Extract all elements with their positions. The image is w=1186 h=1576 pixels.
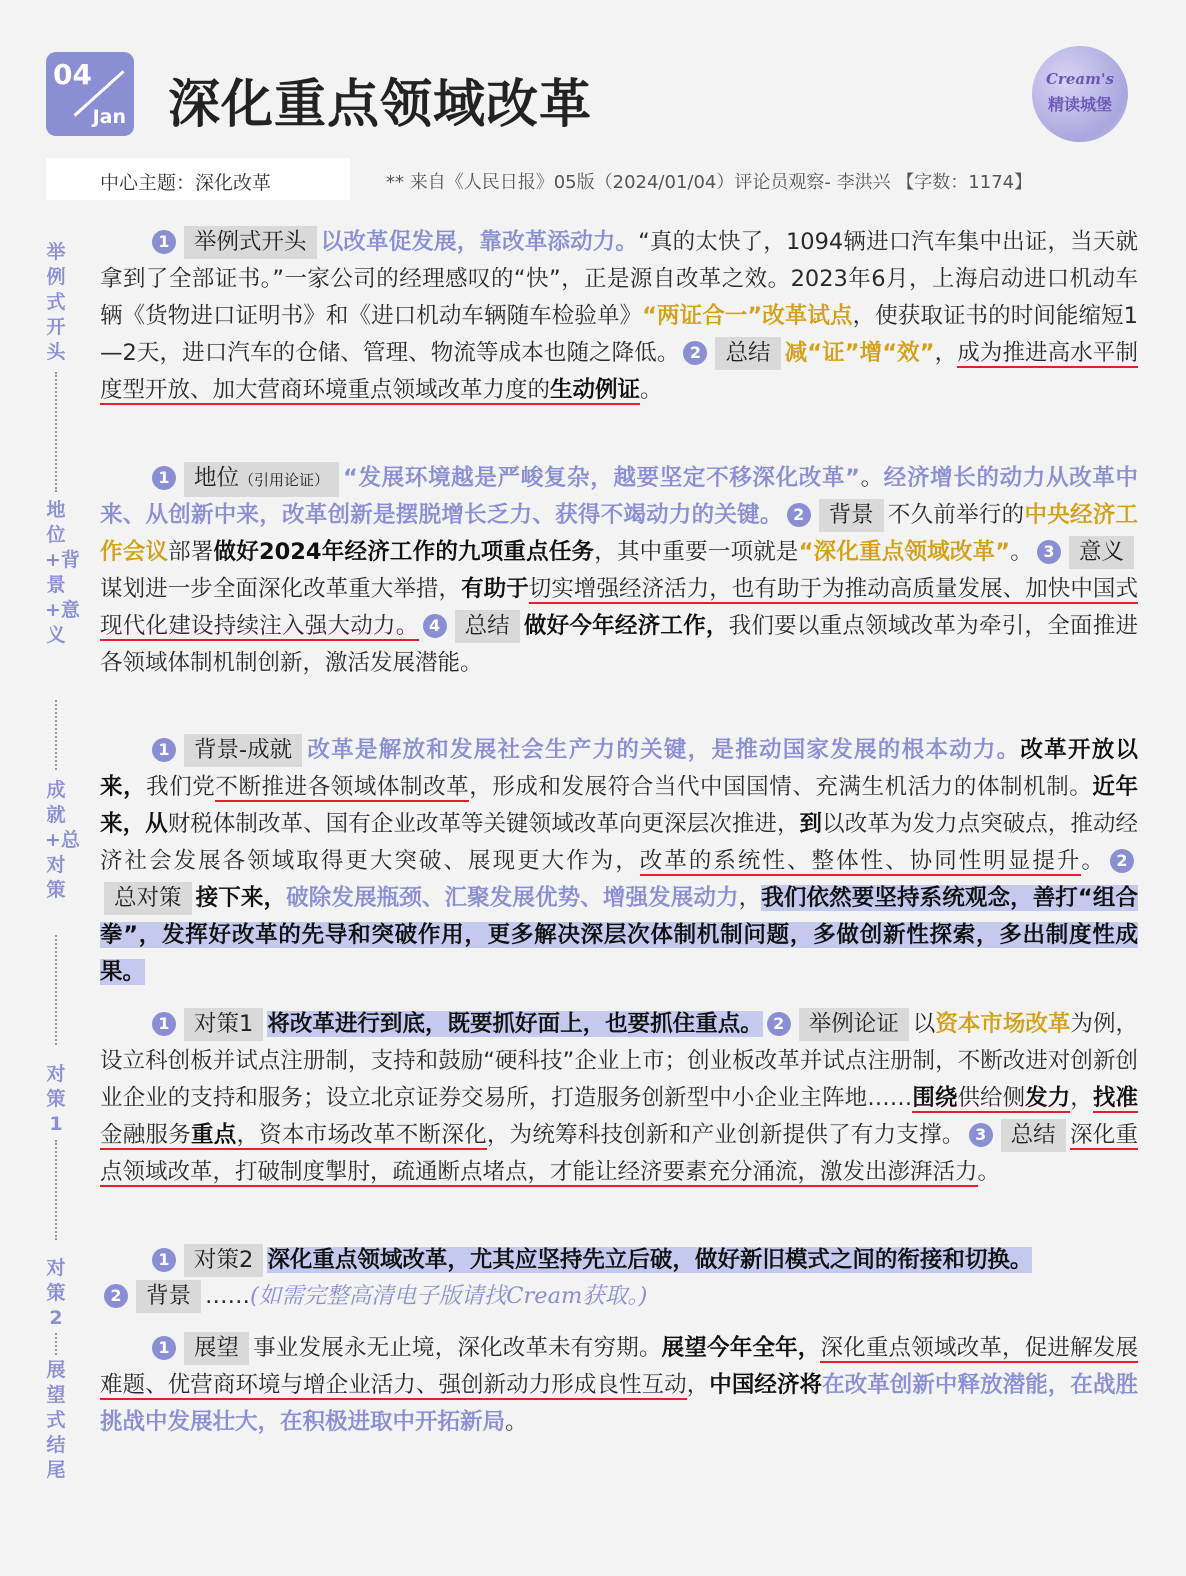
bold-text: 到	[799, 811, 823, 837]
side-label-policy1	[40, 1062, 72, 1137]
underlined-text: 深化重点领域改革，打破制度掣肘，疏通断点堵点，才能让经济要素充分涌流，激发出澎湃活力	[100, 1122, 1138, 1185]
bold-text: 找准	[1092, 1085, 1138, 1111]
step-number: 4	[423, 614, 447, 638]
section-tag: 总对策	[104, 882, 192, 915]
step-number: 1	[152, 1248, 176, 1272]
section-tag: 举例式开头	[184, 226, 317, 259]
bold-text: 展望今年全年，	[661, 1335, 821, 1361]
side-label-outlook	[40, 1358, 72, 1483]
bold-text: 做好今年经济工作，	[523, 613, 729, 639]
step-number: 1	[152, 1012, 176, 1036]
side-label-achievement	[40, 778, 80, 903]
paragraph-policy1	[100, 1006, 1138, 1191]
body-text: 不久前举行的	[887, 502, 1025, 528]
step-number: 2	[787, 503, 811, 527]
gold-highlight: 先立后破	[582, 1247, 673, 1273]
body-text: 。	[640, 377, 663, 403]
date-month: Jan	[92, 106, 126, 128]
side-label-text: 对策2	[46, 1257, 66, 1329]
section-tag: 总结	[455, 610, 520, 643]
tag-note: （引用论证）	[239, 471, 330, 489]
bold-text: 中国经济将	[709, 1372, 823, 1398]
gold-highlight: “两证合一”改革试点	[642, 303, 853, 329]
paragraph-achievement	[100, 732, 1138, 991]
bold-text: 接下来，	[195, 885, 287, 911]
underlined-text: ，资本市场改革不断深化	[236, 1122, 487, 1148]
step-number: 3	[1037, 540, 1061, 564]
body-text: ，为统筹科技创新和产业创新提供了有力支撑。	[486, 1122, 965, 1148]
theme-text: 中心主题：深化改革	[100, 172, 272, 194]
body-text: 以	[912, 1011, 936, 1037]
section-tag: 展望	[184, 1332, 249, 1365]
section-tag: 意义	[1069, 536, 1134, 569]
bold-text: 有助于	[461, 576, 529, 602]
source-line: ** 来自《人民日报》05版（2024/01/04）评论员观察- 李洪兴 【字数：1174】	[386, 172, 1033, 193]
side-divider	[55, 700, 57, 770]
side-label-text: 对策1	[46, 1063, 66, 1135]
highlighted-text: 深化重点领域改革，尤其应坚持	[267, 1247, 583, 1273]
section-tag: 总结	[1001, 1119, 1066, 1152]
body-text: 为例，设立科创板并试点注册制，支持和鼓励“硬科技”企业上市；创业板改革并试点注册制，不断改进对创新创业企业的支持和服务；设立北京证券交易所，打造服务创新型中小企业主阵地……	[100, 1011, 1138, 1111]
side-label-policy2	[40, 1256, 72, 1331]
section-tag: 举例论证	[799, 1008, 909, 1041]
step-number: 2	[767, 1012, 791, 1036]
page-title: 深化重点领域改革	[168, 75, 593, 135]
body-text: ，	[934, 340, 958, 366]
key-sentence: “发展环境越是严峻复杂，越要坚定不移深化改革”	[343, 465, 860, 491]
logo-line1: Cream's	[1045, 70, 1114, 88]
side-label-text: 举例式开头	[46, 241, 66, 363]
section-tag: 背景-成就	[184, 734, 302, 767]
body-text: 部署	[168, 539, 214, 565]
body-text: ，	[738, 885, 762, 911]
underlined-text: 金融服务	[100, 1122, 192, 1148]
body-text: ，其中重要一项就是	[594, 539, 799, 565]
date-day: 04	[53, 58, 92, 91]
bold-text: 做好2024年经济工作的九项重点任务	[213, 539, 595, 565]
gold-highlight: “深化重点领域改革”	[798, 539, 1011, 565]
highlighted-text: 将改革进行到底，既要抓好面上，也要抓住重点。	[267, 1011, 763, 1037]
step-number: 1	[152, 230, 176, 254]
body-text: ……	[205, 1283, 251, 1309]
side-divider	[55, 1333, 57, 1355]
theme-box	[46, 158, 350, 200]
bold-text: 生动例证	[550, 377, 641, 403]
step-number: 1	[152, 1336, 176, 1360]
body-text: 以改革为发力点突破点，推动经济社会发展各领域取得更大突破、展现更大作为，	[100, 811, 1138, 874]
step-number: 1	[152, 738, 176, 762]
underlined-text: 供给侧	[957, 1085, 1026, 1111]
paragraph-opening	[100, 224, 1138, 409]
section-tag: 对策1	[184, 1008, 263, 1041]
paragraph-outlook	[100, 1330, 1138, 1441]
underlined-text: 成为推进高水平制度型开放、加大营商环境重点领域改革力度的	[100, 340, 1138, 403]
side-divider	[55, 935, 57, 1045]
get-full-version-note: (如需完整高清电子版请找Cream获取。)	[250, 1283, 648, 1309]
side-label-text: 地位+背景+意义	[45, 499, 80, 646]
body-text: ，形成和发展符合当代中国国情、充满生机活力的体制机制。	[469, 774, 1093, 800]
bold-text: 改革开放以来，	[100, 737, 1138, 800]
body-text: 事业发展永无止境，深化改革未有穷期。	[253, 1335, 662, 1361]
side-label-text: 展望式结尾	[46, 1359, 66, 1481]
key-sentence: 以改革促发展，靠改革添动力。	[320, 229, 639, 255]
body-text: 。	[505, 1409, 528, 1435]
key-sentence: 在改革创新中释放潜能，在战胜挑战中发展壮大，在积极进取中开拓新局	[100, 1372, 1138, 1435]
section-tag: 总结	[715, 337, 780, 370]
bold-text: 围绕	[912, 1085, 958, 1111]
body-text: 。	[1010, 539, 1033, 565]
key-sentence: 经济增长的动力从改革中来、从创新中来，改革创新是摆脱增长乏力、获得不竭动力的关键。	[100, 465, 1138, 528]
date-badge	[46, 52, 134, 136]
gold-highlight: 中央经济工作会议	[100, 502, 1138, 565]
gold-highlight: 减“证”增“效”	[784, 340, 935, 366]
paragraph-policy2-background	[100, 1278, 1138, 1315]
side-label-status	[40, 498, 80, 648]
key-sentence: 改革是解放和发展社会生产力的关键，是推动国家发展的根本动力。	[306, 737, 1021, 763]
bold-text: 近年来，从	[100, 774, 1138, 837]
section-tag: 对策2	[184, 1244, 263, 1277]
body-text: 。	[859, 465, 884, 491]
body-text: 我们要以重点领域改革为牵引，全面推进各领域体制机制创新，激活发展潜能。	[100, 613, 1138, 676]
underlined-text: 改革的系统性、整体性、协同性明显提升	[639, 848, 1082, 874]
tag-label: 地位	[194, 465, 240, 491]
paragraph-status	[100, 460, 1138, 682]
body-text: 财税体制改革、国有企业改革等关键领域改革向更深层次推进，	[167, 811, 800, 837]
underlined-text: 切实增强经济活力，也有助于为推动高质量发展、加快中国式现代化建设持续注入强大动力。	[100, 576, 1138, 639]
highlighted-text: 我们依然要坚持系统观念，善打“组合拳”，发挥好改革的先导和突破作用，更多解决深层次体制机制问题，多做创新性探索，多出制度性成果。	[100, 885, 1138, 985]
highlighted-text: ，做好新旧模式之间的衔接和切换。	[672, 1247, 1033, 1273]
section-tag: 背景	[136, 1280, 201, 1313]
section-tag	[184, 462, 339, 497]
body-text: ，使获取证书的时间能缩短1—2天，进口汽车的仓储、管理、物流等成本也随之降低。	[100, 303, 1138, 366]
side-divider	[55, 372, 57, 492]
step-number: 3	[969, 1123, 993, 1147]
gold-highlight: 资本市场改革	[935, 1011, 1071, 1037]
paragraph-policy2	[100, 1242, 1138, 1279]
step-number: 2	[683, 341, 707, 365]
key-sentence: 破除发展瓶颈、汇聚发展优势、增强发展动力	[286, 885, 739, 911]
body-text: ，	[1070, 1085, 1093, 1111]
step-number: 1	[152, 466, 176, 490]
side-label-opening	[40, 240, 72, 365]
side-label-text: 成就+总对策	[45, 779, 80, 901]
underlined-text: 不断推进各领域体制改革	[215, 774, 470, 800]
underlined-text: 深化重点领域改革，促进解发展难题、优营商环境与增企业活力、强创新动力形成良性互动	[100, 1335, 1138, 1398]
body-text: 。	[977, 1159, 1001, 1185]
body-text: 谋划进一步全面深化改革重大举措，	[100, 576, 462, 602]
bold-text: 重点	[191, 1122, 237, 1148]
step-number: 2	[1110, 849, 1134, 873]
body-text: ，	[686, 1372, 710, 1398]
bold-text: 发力	[1025, 1085, 1071, 1111]
side-divider	[55, 1140, 57, 1240]
brand-logo	[1032, 46, 1128, 142]
section-tag: 背景	[819, 499, 884, 532]
step-number: 2	[104, 1284, 128, 1308]
body-text: “真的太快了，1094辆进口汽车集中出证，当天就拿到了全部证书。”一家公司的经理感叹的“快”，正是源自改革之效。2023年6月，上海启动进口机动车辆《货物进口证明书》和《进口机动车辆随车检验单》	[100, 229, 1138, 329]
logo-line2: 精读城堡	[1047, 95, 1112, 114]
body-text: 我们党	[146, 774, 216, 800]
body-text: 。	[1081, 848, 1106, 874]
